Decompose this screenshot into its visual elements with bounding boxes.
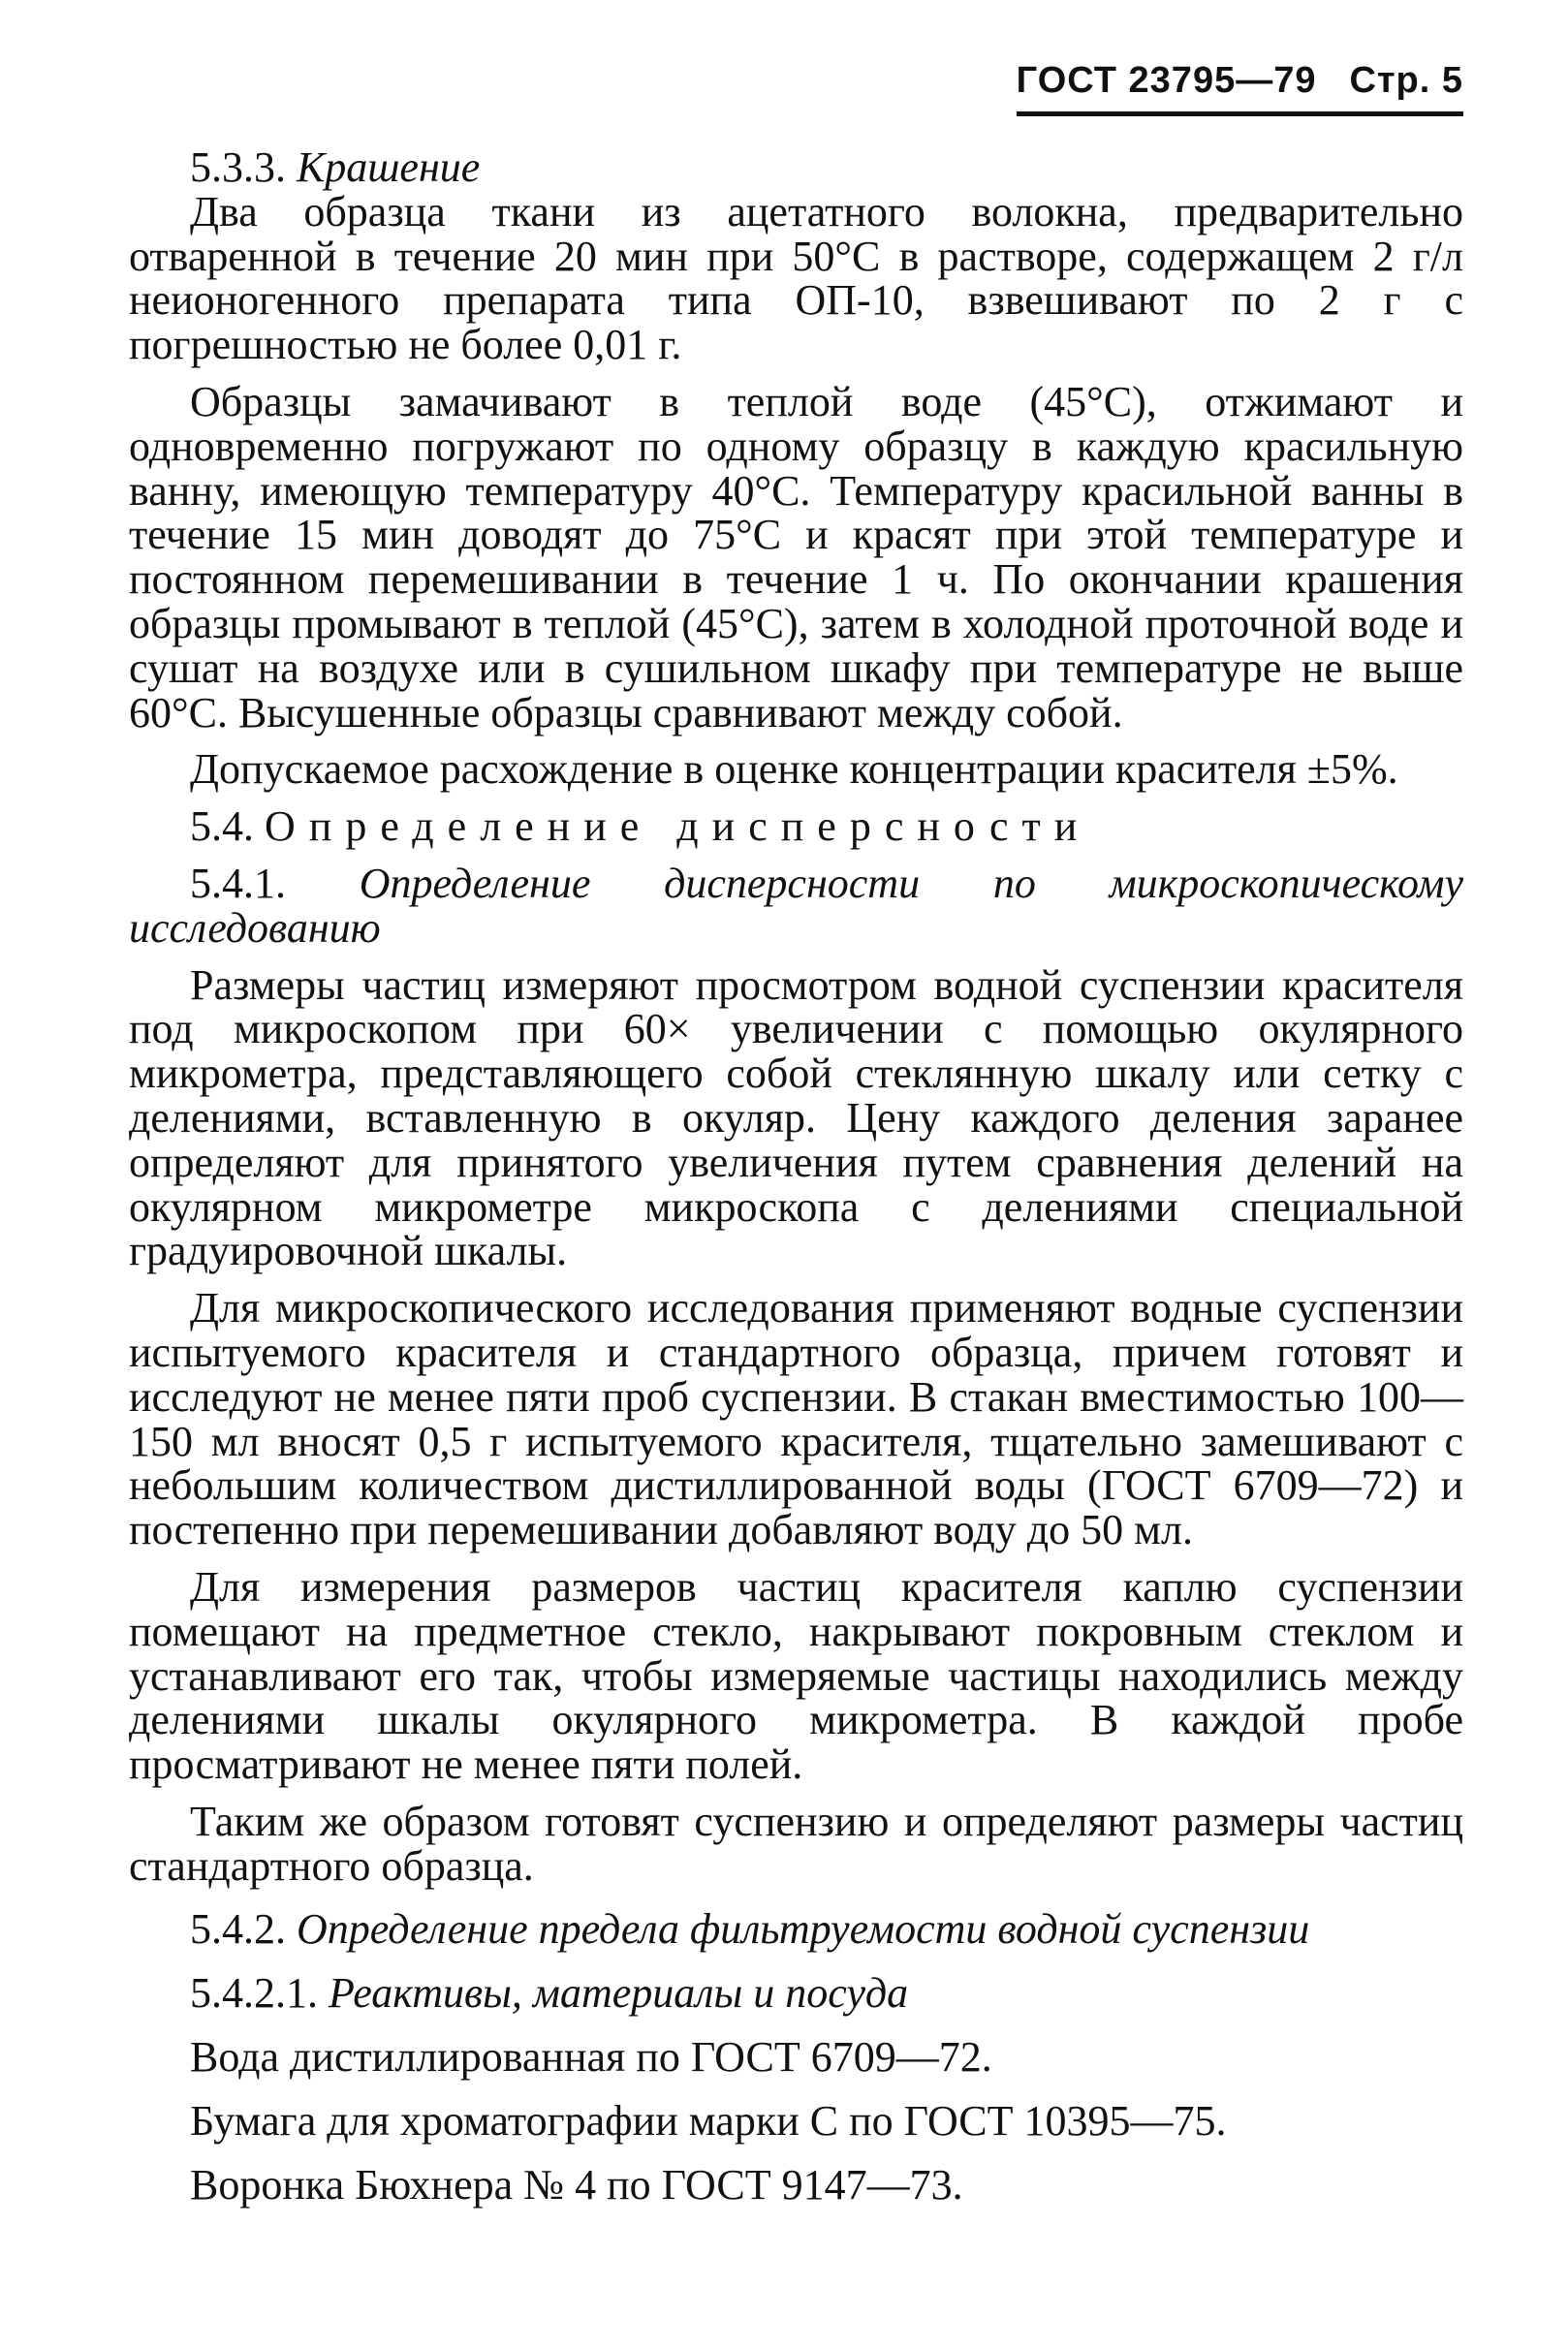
section-title: Определение предела фильтруемости водной суспензии [297,1905,1310,1954]
section-number: 5.4.2. [190,1905,297,1954]
section-5-4-2-1-heading [129,1971,1463,2016]
paragraph: Для измерения размеров частиц красителя каплю суспензии помещают на предметное стекло, накрывают покровным стеклом и устанавливают его так, чтобы измеряемые частицы находились между делениями шкалы окулярного микрометра. В каждой пробе просматривают не менее пяти полей. [129,1562,1463,1789]
paragraph: Допускаемое расхождение в оценке концентрации красителя ±5%. [190,745,1398,794]
section-title: Крашение [297,143,481,191]
paragraph: Таким же образом готовят суспензию и определяют размеры частиц стандартного образца. [129,1797,1463,1890]
section-number: 5.4.1. [190,859,360,907]
section-number: 5.4. [190,802,265,851]
list-item: Воронка Бюхнера № 4 по ГОСТ 9147—73. [190,2160,963,2209]
list-item: Бумага для хроматографии марки С по ГОСТ 10395—75. [190,2096,1227,2145]
page-header [1017,60,1463,116]
section-number: 5.3.3. [190,143,297,191]
section-5-4-1-heading [129,859,1463,952]
paragraph: Два образца ткани из ацетатного волокна, предварительно отваренной в течение 20 мин при 50°С в растворе, содержащем 2 г/л неионогенного препарата типа ОП-10, взвешивают по 2 г с погрешностью не более 0,01 г. [129,187,1463,369]
document-body [129,145,1463,2207]
section-title: Определение дисперсности [265,802,1091,851]
section-5-4-2-heading [129,1907,1463,1952]
doc-code: ГОСТ 23795—79 [1016,60,1317,101]
section-5-4-heading [129,804,1463,849]
section-title: Реактивы, материалы и посуда [329,1969,909,2018]
section-title: Определение дисперсности по микроскопическому исследованию [129,859,1463,952]
paragraph: Для микроскопического исследования применяют водные суспензии испытуемого красителя и стандартного образца, причем готовят и исследуют не менее пяти проб суспензии. В стакан вместимостью 100—150 мл вносят 0,5 г испытуемого красителя, тщательно замешивают с небольшим количеством дистиллированной воды (ГОСТ 6709—72) и постепенно при перемешивании добавляют воду до 50 мл. [129,1284,1463,1554]
paragraph: Размеры частиц измеряют просмотром водной суспензии красителя под микроскопом при 60× увеличении с помощью окулярного микрометра, представляющего собой стеклянную шкалу или сетку с делениями, вставленную в окуляр. Цену каждого деления заранее определяют для принятого увеличения путем сравнения делений на окулярном микрометре микроскопа с делениями специальной градуировочной шкалы. [129,960,1463,1275]
section-number: 5.4.2.1. [190,1969,329,2018]
page-number: Стр. 5 [1349,60,1463,101]
list-item: Вода дистиллированная по ГОСТ 6709—72. [190,2033,992,2082]
section-5-3-3-heading [129,145,1463,190]
paragraph: Образцы замачивают в теплой воде (45°С), отжимают и одновременно погружают по одному образцу в каждую красильную ванну, имеющую температуру 40°С. Температуру красильной ванны в течение 15 мин доводят до 75°С и красят при этой температуре и постоянном перемешивании в течение 1 ч. По окончании крашения образцы промывают в теплой (45°С), затем в холодной проточной воде и сушат на воздухе или в сушильном шкафу при температуре не выше 60°С. Высушенные образцы сравнивают между собой. [129,377,1463,737]
